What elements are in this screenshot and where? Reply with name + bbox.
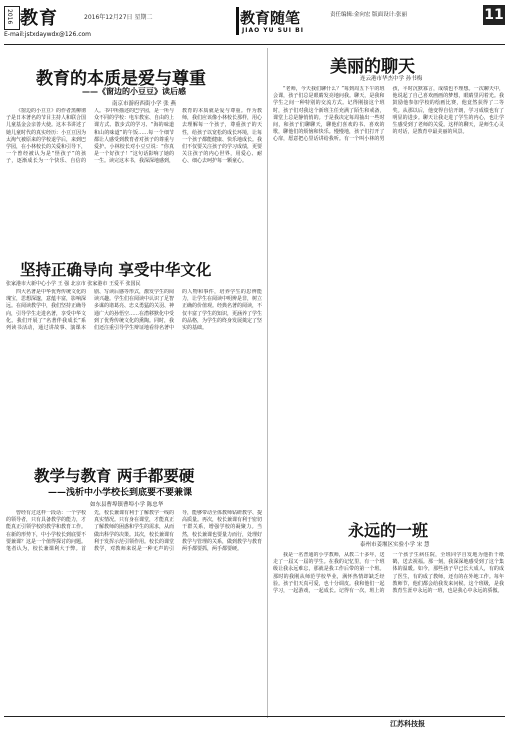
article-3-byline: 张家港市大新中心小学 王 强 北京市 张家港市 王爱平 张国民 [6,281,141,287]
article-3-body [6,289,262,444]
article-4-subtitle: ——浅析中小学校长到底要不要兼课 [48,488,193,498]
issue-badge [4,6,20,30]
section-marker-bar [236,7,239,35]
page-number: 11 [484,7,504,23]
column-title: 教育 [20,8,58,29]
header-rule [4,44,505,45]
article-1-subtitle: ——《窗边的小豆豆》读后感 [82,87,186,96]
article-2-byline: 连云港市华杰中学 孙书梅 [360,76,423,82]
article-5-title: 永远的一班 [348,521,429,540]
footer-rule [4,716,505,717]
article-2-text: “老师，今天我们聊什么？”每到周五下午的班会课，孩子们总是眼睛发亮地问我。聊天，是我和学生之间一种特别的交流方式。记得刚接这个班时，孩子们对我这个新班主任充满了陌生和戒备，课堂上总是静悄悄的。于是我决定每周抽出一些时间，和孩子们聊聊天，聊他们喜欢的书、喜欢的歌，聊他们的烦恼和快乐。慢慢地，孩子们打开了心扉，愿意把心里话讲给我听。有一个叫小林的男孩，平时沉默寡言，成绩也不理想。一次聊天中，他说起了自己喜欢画画的梦想，眼睛里闪着光。我鼓励他参加学校的绘画比赛，他竟然获得了二等奖。从那以后，他变得自信开朗，学习成绩也有了明显的进步。聊天让我走进了学生的内心，也让学生感受到了老师的关爱。这样的聊天，是师生心灵的对话，是教育中最美丽的风景。 [273,86,504,143]
column-separator [267,48,268,718]
article-4-body [6,510,262,713]
section-title: 教育随笔 [240,9,301,27]
article-1-byline: 南京市游府西街小学 张 燕 [112,101,176,107]
article-4-title: 教学与教育 两手都要硬 [34,466,195,485]
article-2-body [273,86,504,464]
issue-badge-text: 2016 [6,9,13,25]
article-1-title: 教育的本质是爱与尊重 [36,69,206,89]
article-5-byline: 泰州市姜堰区实验小学 宋 慧 [360,542,430,548]
article-1-text: 《窗边的小豆豆》的作者黑柳彻子是日本著名的节目主持人和联合国儿童基金会亲善大使。这本书讲述了她儿童时代的真实经历：小豆豆因为太淘气被原来的学校退学后，来到巴学园，在小林校长的关爱和引导下，一个曾经被认为是“怪孩子”的孩子，逐渐成长为一个快乐、自信的人。书中所描述的巴学园，是一所与众不同的学校：电车教室、自由的上课方式、散步式的学习、“海的味道和山的味道”的午饭……每一个细节都让人感受到教育者对孩子的尊重与爱护。小林校长对小豆豆说：“你真是一个好孩子！”这句话影响了她的一生。读完这本书，我深深地感到，教育的本质就是爱与尊重。作为教师，我们应该像小林校长那样，用心去理解每一个孩子，尊重孩子的天性，给孩子以宽松的成长环境，让每一个孩子都能健康、快乐地成长。我们不仅要关注孩子的学习成绩，更要关注孩子的内心世界，用爱心、耐心、细心去呵护每一颗童心。 [6,108,262,165]
section-title-pinyin: JIAO YU SUI BI [242,27,304,34]
article-1-body [6,108,262,242]
article-3-text: 四大名著是中华优秀传统文化的瑰宝，思想深邃，意蕴丰富，影响深远。在阅读教学中，我们坚持正确导向，引导学生走进名著，享受中华文化。我们开展了“名著伴我成长”系列读书活动，通过讲故事、演课本剧、写读后感等形式，激发学生的阅读兴趣。学生们在阅读中认识了足智多谋的诸葛亮、忠义勇猛的关羽、神通广大的孙悟空……在潜移默化中受到了优秀传统文化的熏陶。同时，我们还注重引导学生辩证地看待名著中的人物和事件，培养学生的思辨能力，让学生在阅读中明辨是非，树立正确的价值观。经典名著的阅读，不仅丰富了学生的知识，更涵养了学生的品格，为学生的终身发展奠定了坚实的基础。 [6,289,262,332]
article-5-text: 我是一名普通的小学教师，从教二十多年，送走了一届又一届的学生。在我的记忆里，有一个班级让我永远难忘，那就是我工作后带的第一个班。那时的我刚从师范学校毕业，满怀热情却缺乏经验。孩子们天真可爱，也十分调皮。我和他们一起学习，一起游戏，一起成长。记得有一次，班上的一个孩子生病住院，全班同学自发地为他折千纸鹤，送去祝福。那一刻，我深深地感受到了这个集体的温暖。如今，那些孩子早已长大成人，有的成了医生，有的成了教师，还有的在外地工作。每年教师节，他们都会给我发来问候。这个班级，是我教育生涯中永远的一班，也是我心中永远的骄傲。 [273,552,504,595]
issue-date: 2016年12月27日 星期二 [84,14,153,21]
article-4-text: 曾经有过这样一段话：一个学校的领导者，只有具备教学的能力，才能真正引领学校的教学和教育工作。在新的形势下，中小学校长到底要不要兼课？这是一个值得探讨的问题。笔者认为，校长兼课利大于弊。首先，校长兼课有利于了解教学一线的真实情况。只有身在课堂，才能真正了解教师的困惑和学生的需求，从而做出科学的决策。其次，校长兼课有利于发挥示范引领作用。校长的课堂教学，对教师来说是一种无声的引导，能够带动全体教师钻研教学、提高质量。再次，校长兼课有利于密切干群关系，增强学校的凝聚力。当然，校长兼课也要量力而行，处理好教学与管理的关系，做到教学与教育两手都要抓，两手都要硬。 [6,510,262,553]
article-5-body [273,552,504,713]
article-3-title: 坚持正确导向 享受中华文化 [20,260,212,279]
editor-credits: 责任编辑:金向宏 版面设计:张丽 [330,12,407,18]
article-4-byline: 如东县曹埠镇曹埠小学 陈忠华 [90,502,164,508]
contact-email: E-mail:jstxdaywdx@126.com [4,31,92,38]
footer-publication: 江苏科技报 [390,719,425,728]
article-2-title: 美丽的聊天 [330,57,415,77]
